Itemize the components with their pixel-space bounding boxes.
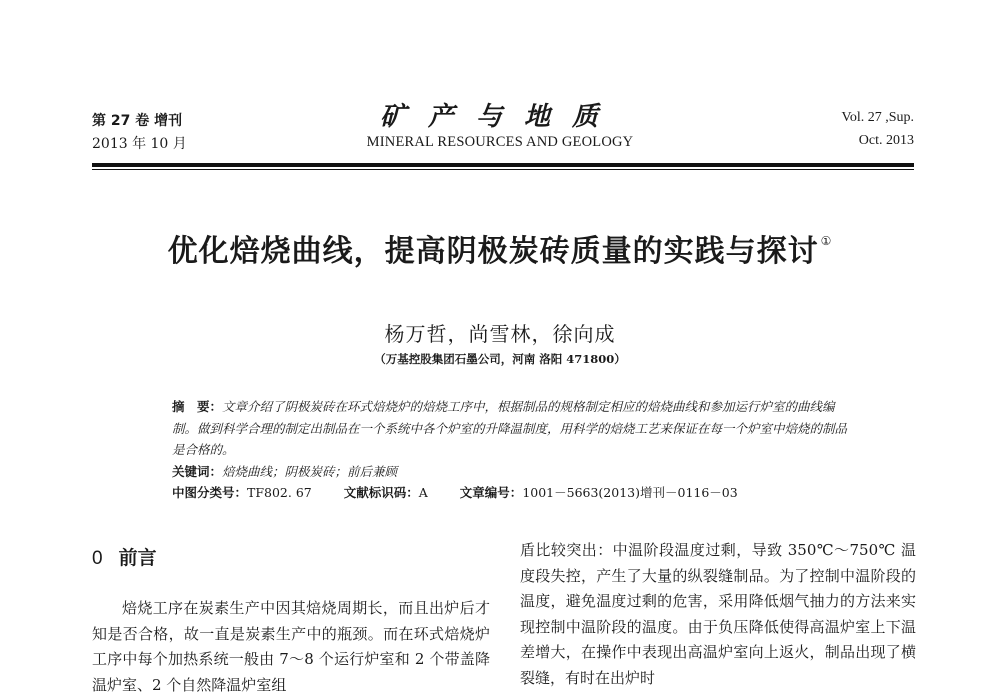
volume-issue: 第 27 卷 增刊 bbox=[92, 113, 183, 129]
doc-code-label: 文献标识码： bbox=[343, 485, 419, 500]
body-right-column bbox=[520, 538, 916, 691]
article-number-label: 文章编号： bbox=[459, 485, 523, 500]
article-number: 1001－5663(2013)增刊－0116－03 bbox=[522, 485, 738, 500]
journal-title-en: MINERAL RESOURCES AND GEOLOGY bbox=[366, 134, 634, 150]
abstract-text: 文章介绍了阴极炭砖在环式焙烧炉的焙烧工序中，根据制品的规格制定相应的焙烧曲线和参加运行炉室的曲线编制。做到科学合理的制定出制品在一个系统中各个炉室的升降温制度，用科学的焙烧工艺来保证在每一个炉室中焙烧的制品是合格的。 bbox=[172, 399, 848, 457]
section-heading bbox=[92, 543, 157, 570]
body-paragraph-right: 盾比较突出：中温阶段温度过剩，导致 350℃～750℃ 温度段失控，产生了大量的纵裂缝制品。为了控制中温阶段的温度，避免温度过剩的危害，采用降低烟气抽力的方法来实现控制中温阶段的温度。由于负压降低使得高温炉室上下温差增大，在操作中表现出高温炉室向上返火，制品出现了横裂缝，有时在出炉时 bbox=[520, 541, 916, 687]
publication-date-en: Oct. 2013 bbox=[858, 133, 914, 148]
section-number: 0 bbox=[92, 548, 103, 569]
journal-title-cn: 矿产与地质 bbox=[380, 102, 621, 132]
paper-title bbox=[60, 226, 940, 270]
title-footnote-marker: ① bbox=[820, 234, 833, 248]
doc-code: A bbox=[418, 485, 428, 500]
keywords-label: 关键词： bbox=[172, 463, 223, 479]
publication-date: 2013 年 10 月 bbox=[92, 136, 187, 152]
header-rule-thick bbox=[92, 163, 914, 167]
paper-title-text: 优化焙烧曲线，提高阴极炭砖质量的实践与探讨 bbox=[167, 234, 819, 269]
clc-label: 中图分类号： bbox=[172, 485, 248, 500]
header-rule-thin bbox=[92, 169, 914, 170]
clc-number: TF802. 67 bbox=[247, 485, 312, 500]
keywords: 焙烧曲线；阴极炭砖；前后兼顾 bbox=[222, 463, 398, 479]
body-paragraph-left: 焙烧工序在炭素生产中因其焙烧周期长，而且出炉后才知是否合格，故一直是炭素生产中的瓶颈。而在环式焙烧炉工序中每个加热系统一般由 7～8 个运行炉室和 2 个带盖降温炉室、2 个自然降温炉室组 bbox=[92, 599, 490, 694]
section-title: 前言 bbox=[118, 547, 157, 569]
abstract-block bbox=[172, 396, 852, 504]
author-affiliation: （万基控股集团石墨公司，河南 洛阳 471800） bbox=[374, 352, 626, 366]
author-list: 杨万哲，尚雪林，徐向成 bbox=[384, 322, 616, 346]
body-left-column bbox=[92, 596, 490, 698]
abstract-label: 摘 要： bbox=[172, 399, 223, 414]
volume-issue-en: Vol. 27 ,Sup. bbox=[841, 110, 914, 125]
